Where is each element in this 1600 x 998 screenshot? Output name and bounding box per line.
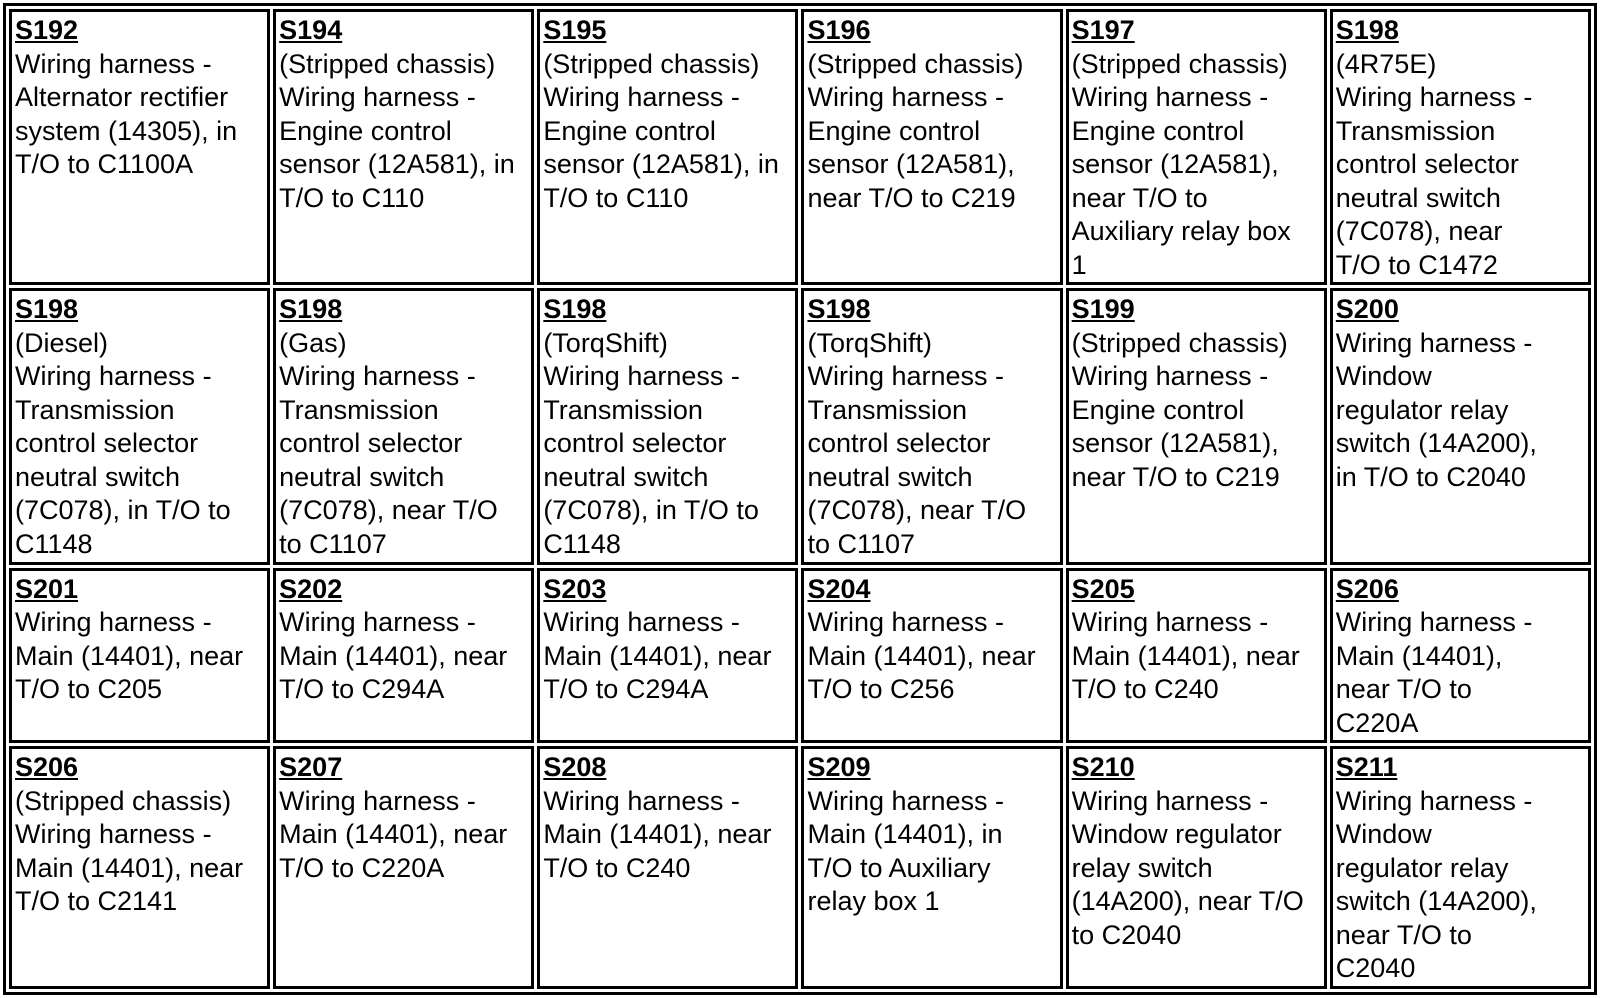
splice-description: Wiring harness - Main (14401), near T/O to C256 [807,607,1036,705]
splice-id: S200 [1335,294,1399,325]
splice-cell [1330,288,1591,564]
splice-cell [537,746,798,989]
splice-description: (Gas) Wiring harness - Transmission control selector neutral switch (7C078), near T/O to C1107 [279,327,498,559]
splice-description: Wiring harness - Main (14401), in T/O to Auxiliary relay box 1 [807,785,1005,917]
splice-description: (Diesel) Wiring harness - Transmission control selector neutral switch (7C078), in T/O to C1148 [15,327,231,559]
splice-cell [801,746,1062,989]
splice-cell [537,288,798,564]
splice-id: S203 [543,573,607,604]
splice-description: (Stripped chassis) Wiring harness - Main (14401), near T/O to C2141 [15,785,244,917]
splice-id: S197 [1071,15,1135,45]
splice-cell [9,9,270,285]
splice-description: Wiring harness - Main (14401), near T/O to C220A [1335,607,1533,738]
table-row [9,9,1591,285]
splice-id: S201 [15,573,79,604]
splice-description: Wiring harness - Main (14401), near T/O to C294A [543,607,772,705]
splice-id: S206 [15,752,79,783]
table-row [9,568,1591,744]
splice-id: S207 [279,752,343,783]
splice-description: (Stripped chassis) Wiring harness - Engine control sensor (12A581), in T/O to C110 [543,48,779,213]
splice-id: S210 [1071,752,1135,783]
splice-cell [1066,746,1327,989]
splice-description: (Stripped chassis) Wiring harness - Engine control sensor (12A581), near T/O to C219 [807,48,1024,213]
splice-cell [1330,746,1591,989]
splice-description: Wiring harness - Alternator rectifier system (14305), in T/O to C1100A [15,48,238,179]
splice-id: S198 [15,294,79,325]
splice-description: Wiring harness - Main (14401), near T/O to C240 [543,785,772,883]
splice-id: S198 [807,294,871,325]
splice-cell [537,9,798,285]
splice-cell [1066,288,1327,564]
splice-id: S204 [807,573,871,604]
splice-cell [9,568,270,744]
splice-description: (4R75E) Wiring harness - Transmission control selector neutral switch (7C078), near T/O to C1472 [1335,48,1533,280]
splice-description: (TorqShift) Wiring harness - Transmission control selector neutral switch (7C078), in T/O to C1148 [543,327,759,559]
splice-cell [1066,568,1327,744]
splice-description: (Stripped chassis) Wiring harness - Engine control sensor (12A581), in T/O to C110 [279,48,515,213]
splice-description: Wiring harness - Main (14401), near T/O to C220A [279,785,508,883]
splice-cell [1066,9,1327,285]
splice-id: S202 [279,573,343,604]
splice-cell [273,568,534,744]
splice-description: Wiring harness - Window regulator relay switch (14A200), near T/O to C2040 [1071,785,1304,950]
splice-cell [537,568,798,744]
splice-id: S209 [807,752,871,783]
splice-id: S211 [1335,752,1398,783]
splice-id: S198 [1335,15,1399,45]
splice-cell [273,9,534,285]
splice-cell [273,746,534,989]
splice-id: S196 [807,15,871,45]
splice-description: Wiring harness - Main (14401), near T/O to C294A [279,607,508,705]
splice-cell [801,568,1062,744]
splice-id: S208 [543,752,607,783]
splice-cell [1330,9,1591,285]
splice-cell [9,288,270,564]
splice-id: S192 [15,15,79,45]
splice-id: S195 [543,15,607,45]
splice-id: S198 [543,294,607,325]
splice-cell [801,9,1062,285]
table-row [9,746,1591,989]
splice-id: S205 [1071,573,1135,604]
splice-description: Wiring harness - Main (14401), near T/O to C205 [15,607,244,705]
splice-description: Wiring harness - Window regulator relay switch (14A200), near T/O to C2040 [1335,785,1537,984]
splice-description: (TorqShift) Wiring harness - Transmission control selector neutral switch (7C078), near T/O to C1107 [807,327,1027,559]
splice-description: (Stripped chassis) Wiring harness - Engine control sensor (12A581), near T/O to C219 [1071,327,1288,492]
splice-id: S198 [279,294,343,325]
splice-id: S194 [279,15,343,45]
splice-description: Wiring harness - Main (14401), near T/O to C240 [1071,607,1300,705]
splice-description: Wiring harness - Window regulator relay switch (14A200), in T/O to C2040 [1335,327,1537,492]
splice-cell [1330,568,1591,744]
splice-cell [273,288,534,564]
splice-cell [9,746,270,989]
table-row [9,288,1591,564]
splice-id: S206 [1335,573,1399,604]
splice-cell [801,288,1062,564]
splice-id: S199 [1071,294,1135,325]
splice-description: (Stripped chassis) Wiring harness - Engine control sensor (12A581), near T/O to Auxiliary relay box 1 [1071,48,1291,280]
splice-location-table [3,3,1597,995]
